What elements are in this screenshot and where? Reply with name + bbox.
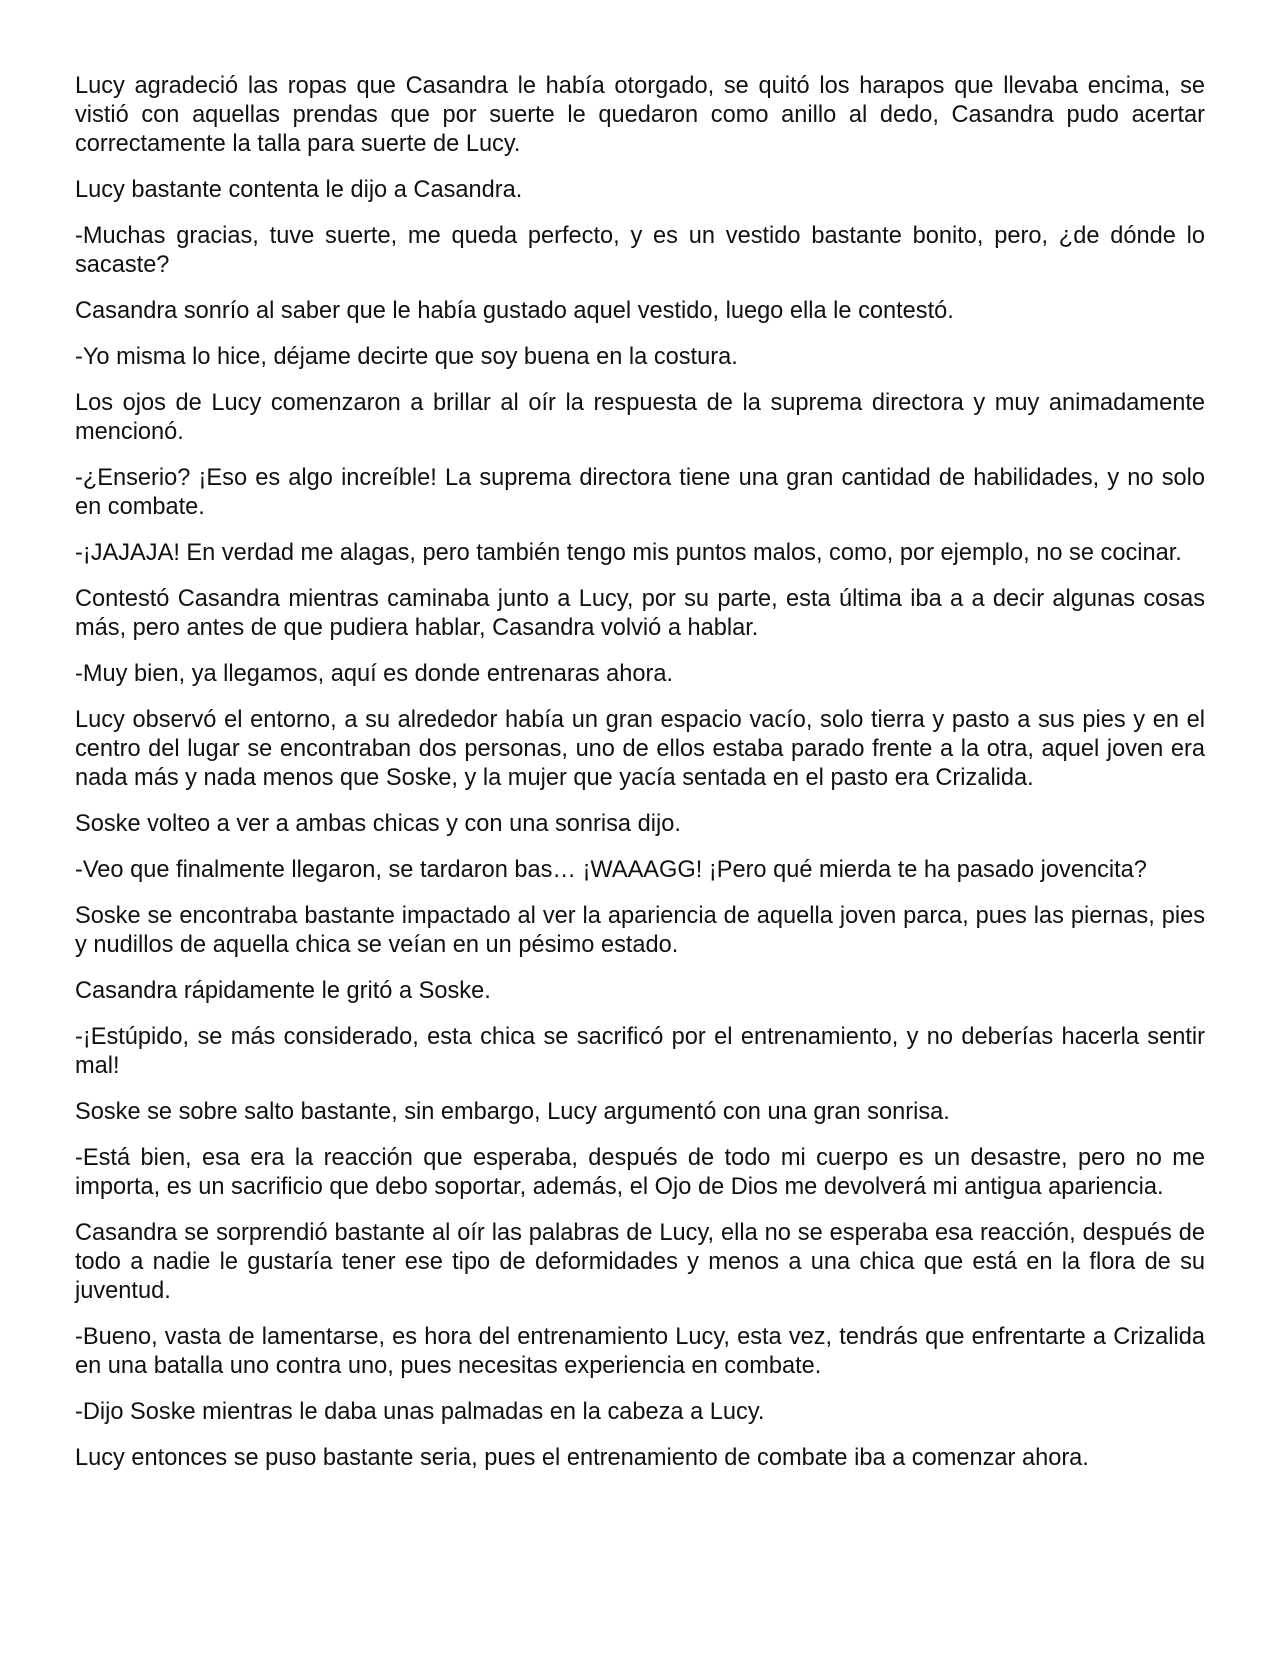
paragraph: Casandra se sorprendió bastante al oír las palabras de Lucy, ella no se esperaba esa reacción, después de todo a nadie le gustaría tener ese tipo de deformidades y menos a una chica que está en la flora de su juventud. xyxy=(75,1220,1205,1304)
paragraph: Los ojos de Lucy comenzaron a brillar al oír la respuesta de la suprema directora y muy animadamente mencionó. xyxy=(75,390,1205,445)
paragraph: -¡Estúpido, se más considerado, esta chica se sacrificó por el entrenamiento, y no deberías hacerla sentir mal! xyxy=(75,1024,1205,1079)
paragraph: -Yo misma lo hice, déjame decirte que soy buena en la costura. xyxy=(75,344,738,370)
paragraph: -Muchas gracias, tuve suerte, me queda perfecto, y es un vestido bastante bonito, pero, ¿de dónde lo sacaste? xyxy=(75,223,1205,278)
paragraph: Casandra rápidamente le gritó a Soske. xyxy=(75,978,491,1004)
paragraph: Soske se encontraba bastante impactado al ver la apariencia de aquella joven parca, pues las piernas, pies y nudillos de aquella chica se veían en un pésimo estado. xyxy=(75,903,1205,958)
paragraph: -¡JAJAJA! En verdad me alagas, pero también tengo mis puntos malos, como, por ejemplo, no se cocinar. xyxy=(75,540,1182,566)
paragraph: Soske volteo a ver a ambas chicas y con una sonrisa dijo. xyxy=(75,811,681,837)
paragraph: Casandra sonrío al saber que le había gustado aquel vestido, luego ella le contestó. xyxy=(75,298,954,324)
document-page xyxy=(75,72,1205,1490)
paragraph: Lucy entonces se puso bastante seria, pues el entrenamiento de combate iba a comenzar ahora. xyxy=(75,1445,1089,1471)
paragraph: Lucy bastante contenta le dijo a Casandra. xyxy=(75,177,523,203)
paragraph: Contestó Casandra mientras caminaba junto a Lucy, por su parte, esta última iba a a decir algunas cosas más, pero antes de que pudiera hablar, Casandra volvió a hablar. xyxy=(75,586,1205,641)
paragraph: -Bueno, vasta de lamentarse, es hora del entrenamiento Lucy, esta vez, tendrás que enfrentarte a Crizalida en una batalla uno contra uno, pues necesitas experiencia en combate. xyxy=(75,1324,1205,1379)
paragraph: Lucy observó el entorno, a su alrededor había un gran espacio vacío, solo tierra y pasto a sus pies y en el centro del lugar se encontraban dos personas, uno de ellos estaba parado frente a la otra, aquel joven era nada más y nada menos que Soske, y la mujer que yacía sentada en el pasto era Crizalida. xyxy=(75,707,1205,791)
paragraph: Lucy agradeció las ropas que Casandra le había otorgado, se quitó los harapos que llevaba encima, se vistió con aquellas prendas que por suerte le quedaron como anillo al dedo, Casandra pudo acertar correctamente la talla para suerte de Lucy. xyxy=(75,73,1205,157)
paragraph: -Muy bien, ya llegamos, aquí es donde entrenaras ahora. xyxy=(75,661,674,687)
paragraph: -Está bien, esa era la reacción que esperaba, después de todo mi cuerpo es un desastre, pero no me importa, es un sacrificio que debo soportar, además, el Ojo de Dios me devolverá mi antigua apariencia. xyxy=(75,1145,1205,1200)
paragraph: -Dijo Soske mientras le daba unas palmadas en la cabeza a Lucy. xyxy=(75,1399,765,1425)
paragraph: -Veo que finalmente llegaron, se tardaron bas… ¡WAAAGG! ¡Pero qué mierda te ha pasado jovencita? xyxy=(75,857,1147,883)
paragraph: -¿Enserio? ¡Eso es algo increíble! La suprema directora tiene una gran cantidad de habilidades, y no solo en combate. xyxy=(75,465,1205,520)
paragraph: Soske se sobre salto bastante, sin embargo, Lucy argumentó con una gran sonrisa. xyxy=(75,1099,950,1125)
